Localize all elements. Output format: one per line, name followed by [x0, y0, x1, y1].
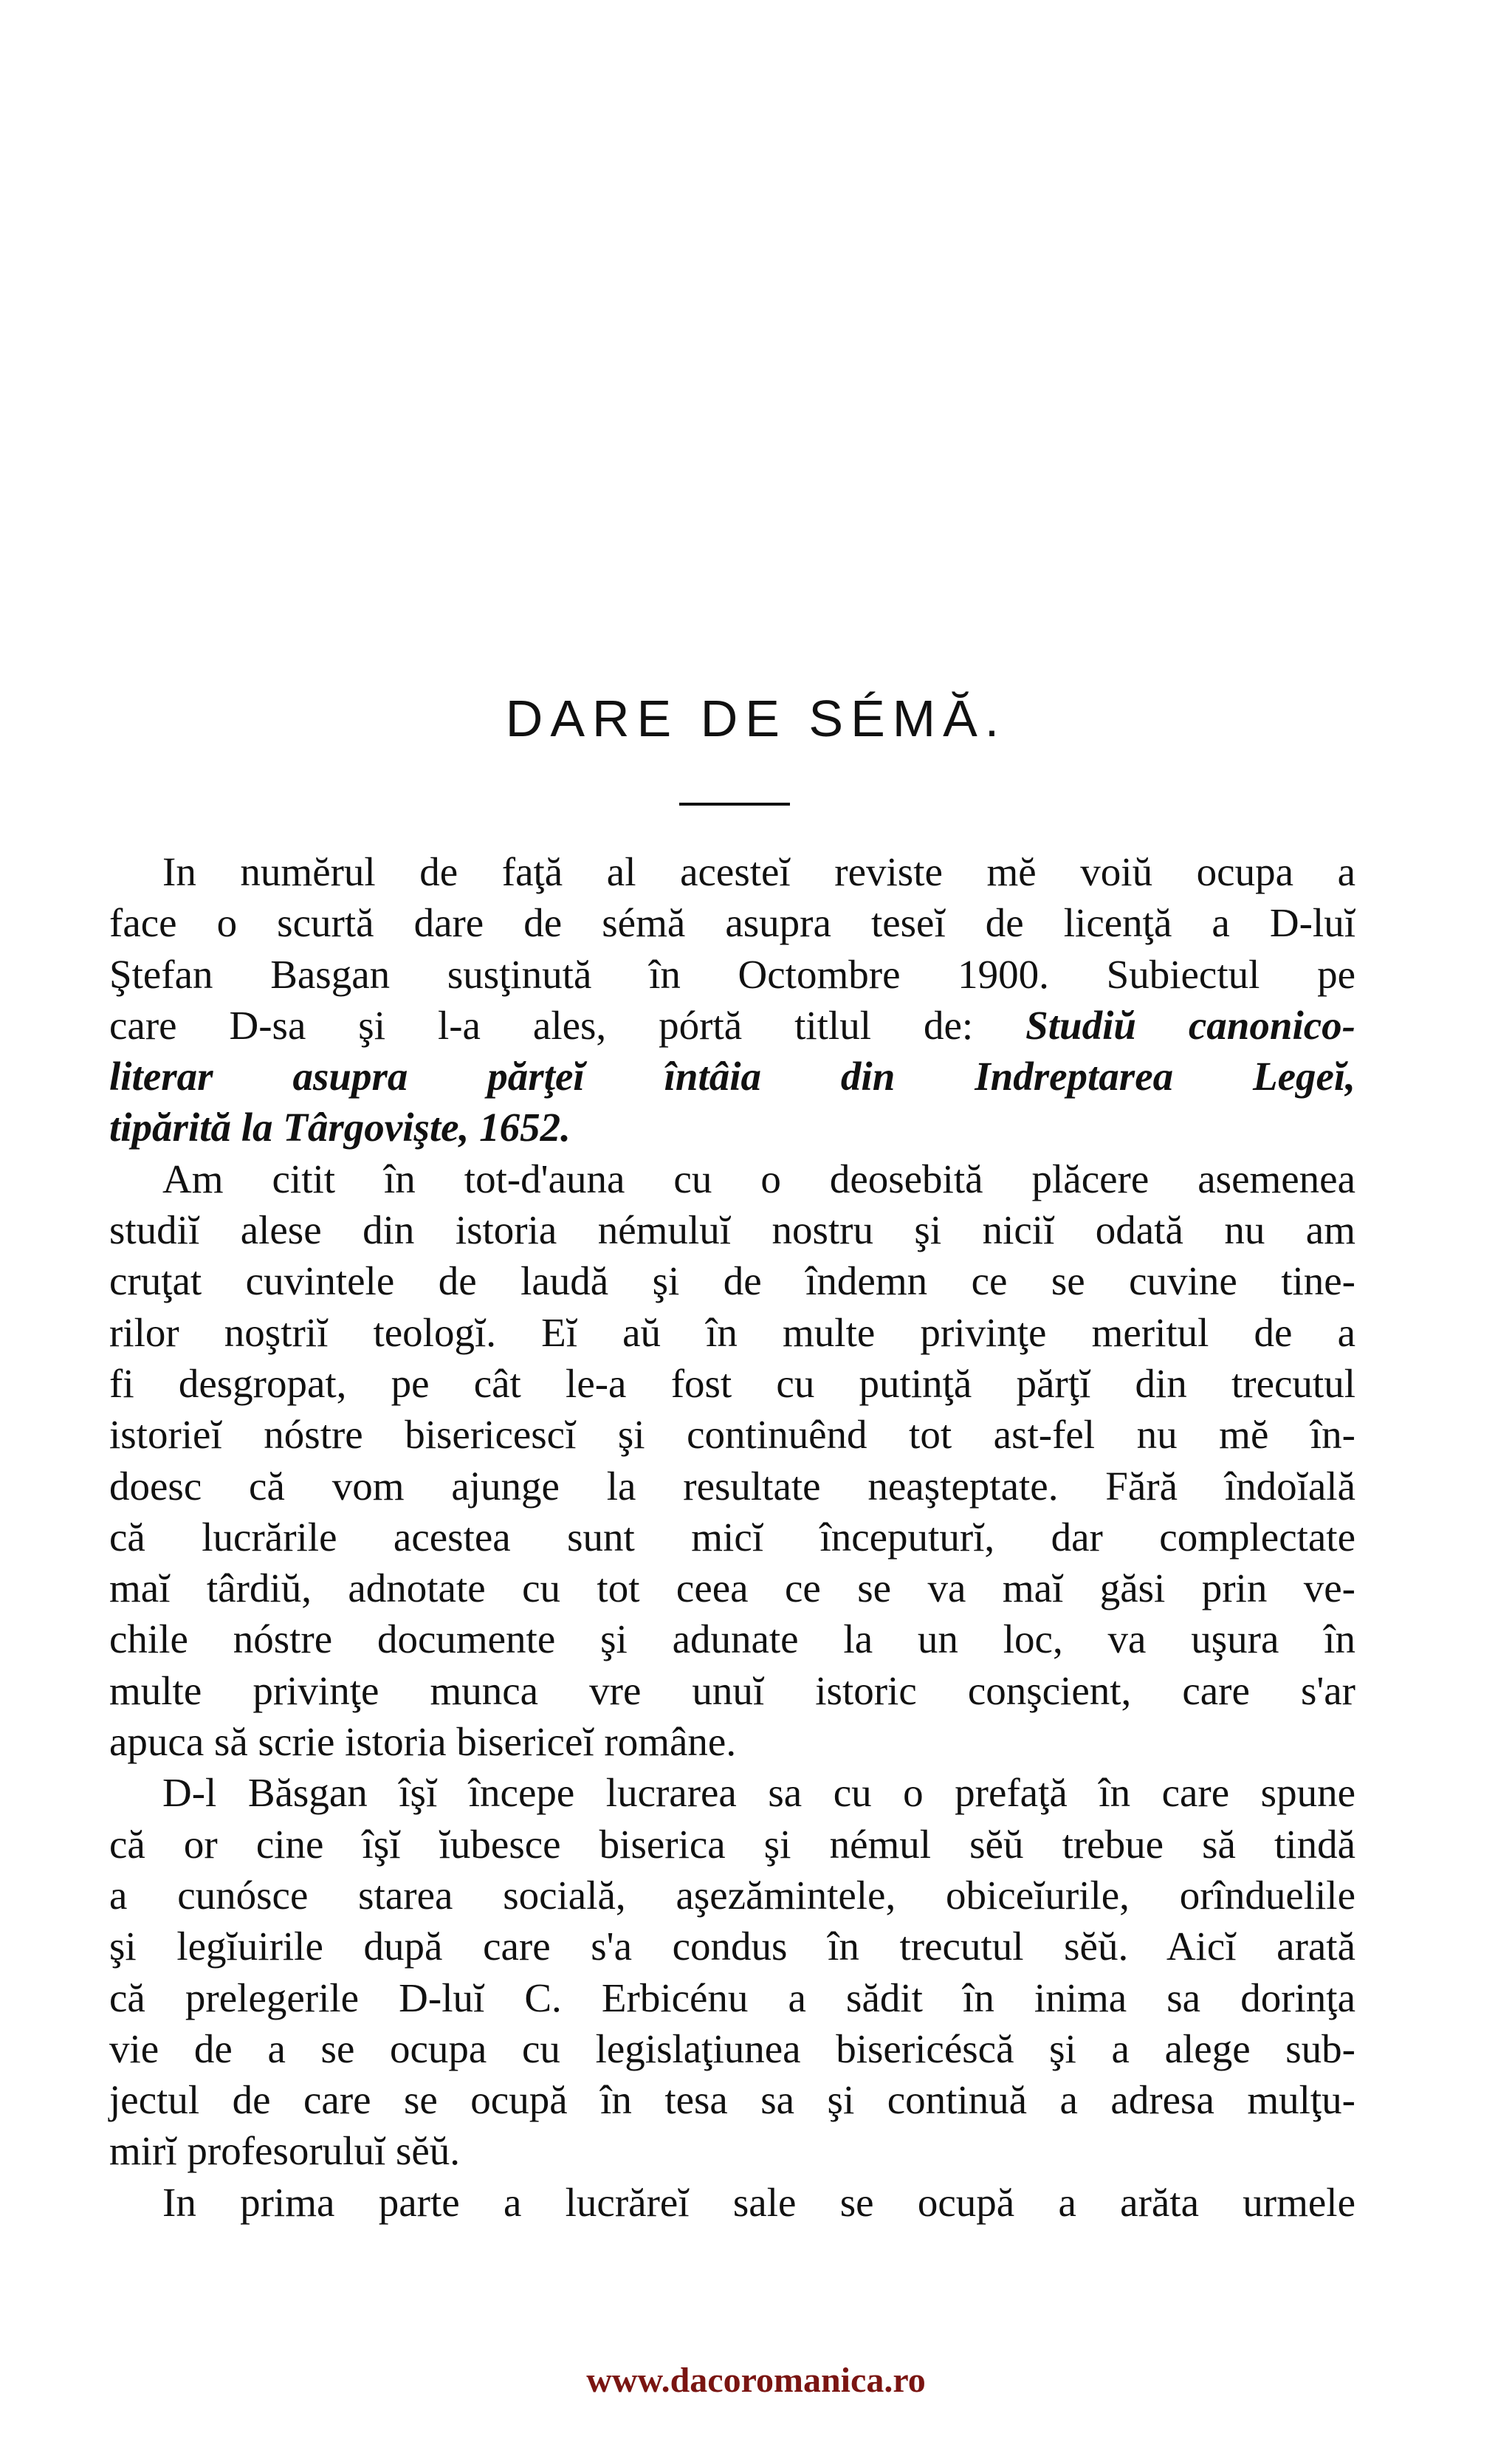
- text-line: fi desgropat, pe cât le-a fost cu putinţă părţĭ din trecutul: [109, 1360, 1355, 1406]
- text-line: jectul de care se ocupă în tesa sa şi continuă a adresa mulţu-: [109, 2077, 1355, 2123]
- body-text: [109, 846, 1355, 2228]
- text-line: a cunósce starea socială, aşezămintele, obiceĭurile, orînduelile: [109, 1872, 1355, 1918]
- text-line: apuca să scrie istoria bisericeĭ române.: [109, 1719, 737, 1765]
- text-fragment: care D-sa şi l-a ales, pórtă titlul de:: [109, 1002, 974, 1048]
- text-line: studiĭ alese din istoria némuluĭ nostru şi niciĭ odată nu am: [109, 1207, 1355, 1253]
- source-watermark[interactable]: www.dacoromanica.ro: [586, 2361, 926, 2400]
- text-line: chile nóstre documente şi adunate la un loc, va uşura în: [109, 1616, 1355, 1662]
- text-line: şi legĭuirile după care s'a condus în trecutul sĕŭ. Aicĭ arată: [109, 1924, 1355, 1969]
- thesis-title-line: tipărită la Târgovişte, 1652.: [109, 1105, 571, 1150]
- text-line: face o scurtă dare de sémă asupra teseĭ de licenţă a D-luĭ: [109, 900, 1355, 946]
- text-line-with-title: [109, 1000, 1355, 1051]
- text-line: mirĭ profesoruluĭ sĕŭ.: [109, 2128, 461, 2174]
- text-line: D-l Băsgan îşĭ începe lucrarea sa cu o prefaţă în care spune: [162, 1770, 1355, 1816]
- text-line: vie de a se ocupa cu legislaţiunea bisericéscă şi a alege sub-: [109, 2025, 1355, 2071]
- text-line: In prima parte a lucrăreĭ sale se ocupă a arăta urmele: [162, 2179, 1355, 2225]
- text-line: istorieĭ nóstre bisericescĭ şi continuênd tot ast-fel nu mĕ în-: [109, 1412, 1355, 1458]
- text-line: maĭ târdiŭ, adnotate cu tot ceea ce se va maĭ găsi prin ve-: [109, 1565, 1355, 1611]
- text-line: că prelegerile D-luĭ C. Erbicénu a sădit în inima sa dorinţa: [109, 1975, 1355, 2020]
- text-line: cruţat cuvintele de laudă şi de îndemn ce se cuvine tine-: [109, 1258, 1355, 1304]
- text-line: multe privinţe munca vre unuĭ istoric conşcient, care s'ar: [109, 1667, 1355, 1713]
- text-line: In numĕrul de faţă al acesteĭ reviste mĕ voiŭ ocupa a: [162, 849, 1355, 894]
- title-divider: [679, 803, 790, 806]
- text-line: Am citit în tot-d'auna cu o deosebită plăcere asemenea: [162, 1156, 1355, 1201]
- thesis-title-part: Studiŭ canonico-: [1025, 1002, 1355, 1048]
- text-line: Ştefan Basgan susţinută în Octombre 1900. Subiectul pe: [109, 951, 1355, 997]
- text-line: rilor noştriĭ teologĭ. Eĭ aŭ în multe privinţe meritul de a: [109, 1309, 1355, 1355]
- page-title: DARE DE SÉMĂ.: [505, 690, 1007, 747]
- thesis-title-line: literar asupra părţeĭ întâia din Indreptarea Legeĭ,: [109, 1054, 1355, 1100]
- text-line: doesc că vom ajunge la resultate neaşteptate. Fără îndoĭală: [109, 1463, 1355, 1509]
- text-line: că or cine îşĭ ĭubesce biserica şi némul sĕŭ trebue să tindă: [109, 1821, 1355, 1867]
- text-line: că lucrările acestea sunt micĭ începuturĭ, dar complectate: [109, 1514, 1355, 1560]
